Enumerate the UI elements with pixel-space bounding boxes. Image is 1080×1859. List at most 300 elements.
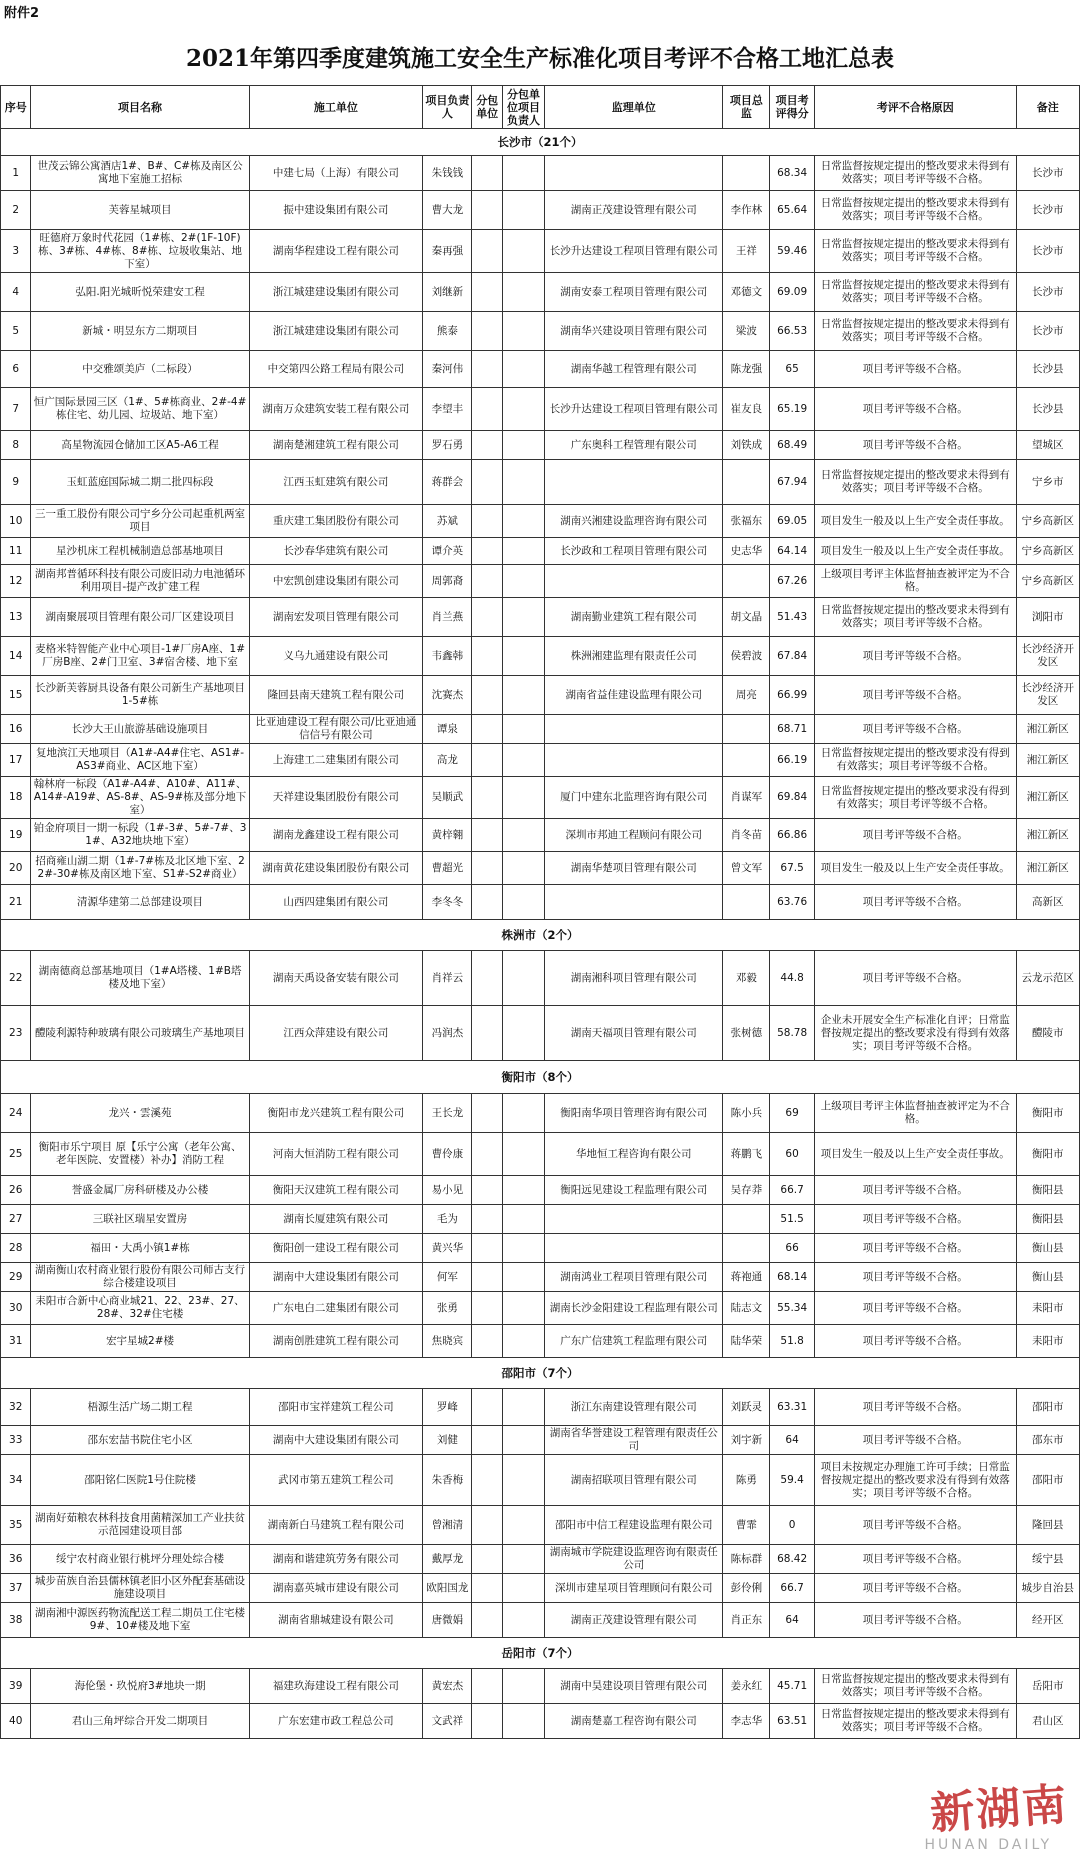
table-cell: 广东宏建市政工程总公司	[249, 1704, 423, 1739]
table-cell	[472, 1669, 502, 1704]
table-cell: 67.84	[770, 637, 815, 676]
table-cell: 彭伶俐	[723, 1574, 770, 1603]
table-cell: 湖南招联项目管理有限公司	[545, 1455, 723, 1506]
table-cell: 32	[1, 1389, 31, 1426]
table-cell: 史志华	[723, 538, 770, 565]
table-cell: 龙兴・雲溪苑	[31, 1094, 249, 1133]
table-cell: 浏阳市	[1016, 598, 1079, 637]
table-cell: 湖南湘中源医药物流配送工程二期员工住宅楼9#、10#楼及地下室	[31, 1603, 249, 1638]
table-cell: 66.86	[770, 819, 815, 852]
table-cell: 67.94	[770, 460, 815, 505]
table-cell: 李志华	[723, 1704, 770, 1739]
table-cell: 湖南中昊建设项目管理有限公司	[545, 1669, 723, 1704]
table-cell: 欧阳国龙	[423, 1574, 472, 1603]
table-cell	[502, 1133, 544, 1176]
table-cell	[472, 598, 502, 637]
table-cell	[472, 565, 502, 598]
table-cell	[502, 388, 544, 431]
table-cell: 耒阳市合新中心商业城21、22、23#、27、28#、32#住宅楼	[31, 1292, 249, 1325]
table-cell: 易小见	[423, 1176, 472, 1205]
table-cell: 衡阳县	[1016, 1176, 1079, 1205]
table-cell	[502, 676, 544, 715]
table-cell: 项目考评等级不合格。	[814, 1234, 1016, 1263]
table-cell: 中交雅颂美庐（二标段）	[31, 351, 249, 388]
table-cell: 项目考评等级不合格。	[814, 1545, 1016, 1574]
watermark-subtitle: HUNAN DAILY	[924, 1837, 1052, 1853]
table-cell: 高星物流园仓储加工区A5-A6工程	[31, 431, 249, 460]
table-cell	[502, 1205, 544, 1234]
table-cell: 广东奥科工程管理有限公司	[545, 431, 723, 460]
table-cell: 张勇	[423, 1292, 472, 1325]
table-cell: 谭介英	[423, 538, 472, 565]
table-cell: 陆志文	[723, 1292, 770, 1325]
table-cell: 长沙春华建筑有限公司	[249, 538, 423, 565]
table-cell	[545, 565, 723, 598]
table-cell: 66.19	[770, 744, 815, 777]
table-cell: 17	[1, 744, 31, 777]
table-cell: 16	[1, 715, 31, 744]
table-cell: 城步苗族自治县儒林镇老旧小区外配套基础设施建设项目	[31, 1574, 249, 1603]
table-cell: 隆回县南天建筑工程有限公司	[249, 676, 423, 715]
table-cell: 比亚迪建设工程有限公司/比亚迪通信信号有限公司	[249, 715, 423, 744]
table-cell: 岳阳市	[1016, 1669, 1079, 1704]
table-cell: 麦格米特智能产业中心项目-1#厂房A座、1#厂房B座、2#门卫室、3#宿舍楼、地下室	[31, 637, 249, 676]
table-cell: 40	[1, 1704, 31, 1739]
table-cell: 项目考评等级不合格。	[814, 388, 1016, 431]
table-cell: 项目考评等级不合格。	[814, 819, 1016, 852]
table-cell: 湖南华兴建设项目管理有限公司	[545, 312, 723, 351]
table-row	[1, 431, 1080, 460]
table-cell: 湖南天福项目管理有限公司	[545, 1006, 723, 1061]
table-cell: 湖南黄花建设集团股份有限公司	[249, 852, 423, 885]
table-cell: 长沙新芙蓉厨具设备有限公司新生产基地项目1-5#栋	[31, 676, 249, 715]
table-cell	[472, 431, 502, 460]
table-cell: 上级项目考评主体监督抽查被评定为不合格。	[814, 565, 1016, 598]
table-cell: 韦鑫韩	[423, 637, 472, 676]
table-cell: 5	[1, 312, 31, 351]
table-cell: 梁波	[723, 312, 770, 351]
column-header: 分包单位	[472, 86, 502, 129]
table-cell: 陈勇	[723, 1455, 770, 1506]
table-cell	[472, 1205, 502, 1234]
table-cell: 湖南中大建设集团有限公司	[249, 1263, 423, 1292]
table-row	[1, 744, 1080, 777]
table-cell: 湖南中大建设集团有限公司	[249, 1426, 423, 1455]
table-cell	[502, 230, 544, 273]
table-cell	[502, 312, 544, 351]
table-cell: 三联社区瑞星安置房	[31, 1205, 249, 1234]
table-row	[1, 1006, 1080, 1061]
table-cell: 隆回县	[1016, 1506, 1079, 1545]
table-cell	[502, 885, 544, 920]
table-cell: 15	[1, 676, 31, 715]
table-cell: 68.71	[770, 715, 815, 744]
table-cell	[472, 191, 502, 230]
table-cell: 55.34	[770, 1292, 815, 1325]
table-cell: 项目发生一般及以上生产安全责任事故。	[814, 852, 1016, 885]
table-cell: 湖南兴湘建设监理咨询有限公司	[545, 505, 723, 538]
table-cell	[472, 676, 502, 715]
city-section-title: 岳阳市（7个）	[1, 1638, 1080, 1669]
table-cell: 项目考评等级不合格。	[814, 885, 1016, 920]
table-cell: 64.14	[770, 538, 815, 565]
table-cell	[723, 885, 770, 920]
table-cell: 醴陵利源特种玻璃有限公司玻璃生产基地项目	[31, 1006, 249, 1061]
table-cell: 广东广信建筑工程监理有限公司	[545, 1325, 723, 1358]
table-cell: 67.5	[770, 852, 815, 885]
table-cell: 刘跃灵	[723, 1389, 770, 1426]
table-cell: 熊泰	[423, 312, 472, 351]
table-cell	[502, 744, 544, 777]
table-cell	[472, 1176, 502, 1205]
table-cell: 长沙经济开发区	[1016, 676, 1079, 715]
table-cell: 崔友良	[723, 388, 770, 431]
table-cell: 清源华建第二总部建设项目	[31, 885, 249, 920]
table-cell: 玉虹蓝庭国际城二期二批四标段	[31, 460, 249, 505]
city-section-title: 株洲市（2个）	[1, 920, 1080, 951]
table-cell: 湖南楚嘉工程咨询有限公司	[545, 1704, 723, 1739]
table-cell: 63.76	[770, 885, 815, 920]
table-row	[1, 388, 1080, 431]
table-cell	[502, 852, 544, 885]
table-cell: 秦再强	[423, 230, 472, 273]
table-cell: 28	[1, 1234, 31, 1263]
table-cell: 45.71	[770, 1669, 815, 1704]
table-cell: 湖南楚湘建筑工程有限公司	[249, 431, 423, 460]
table-cell	[545, 156, 723, 191]
table-cell: 陈龙强	[723, 351, 770, 388]
table-cell: 衡阳市龙兴建筑工程有限公司	[249, 1094, 423, 1133]
table-row	[1, 1263, 1080, 1292]
table-cell: 黄兴华	[423, 1234, 472, 1263]
table-cell: 湖南正茂建设管理有限公司	[545, 191, 723, 230]
table-cell: 69.84	[770, 777, 815, 819]
table-cell: 23	[1, 1006, 31, 1061]
table-cell: 66.99	[770, 676, 815, 715]
table-cell: 湖南新白马建筑工程有限公司	[249, 1506, 423, 1545]
table-cell	[472, 1325, 502, 1358]
table-row	[1, 1455, 1080, 1506]
table-cell: 中宏凯创建设集团有限公司	[249, 565, 423, 598]
table-row	[1, 1292, 1080, 1325]
table-cell: 复地滨江天地项目（A1#-A4#住宅、AS1#-AS3#商业、AC区地下室）	[31, 744, 249, 777]
table-cell: 耒阳市	[1016, 1292, 1079, 1325]
table-cell: 耒阳市	[1016, 1325, 1079, 1358]
table-cell: 24	[1, 1094, 31, 1133]
table-cell: 招商雍山湖二期（1#-7#栋及北区地下室、22#-30#栋及南区地下室、S1#-S2#商业）	[31, 852, 249, 885]
table-cell: 湘江新区	[1016, 819, 1079, 852]
column-header: 项目负责人	[423, 86, 472, 129]
table-cell: 曹大龙	[423, 191, 472, 230]
table-cell: 日常监督按规定提出的整改要求未得到有效落实；项目考评等级不合格。	[814, 1704, 1016, 1739]
table-cell	[502, 505, 544, 538]
table-cell: 唐微娟	[423, 1603, 472, 1638]
table-cell: 湖南省鼎城建设有限公司	[249, 1603, 423, 1638]
table-cell: 长沙市	[1016, 230, 1079, 273]
table-cell: 1	[1, 156, 31, 191]
table-cell	[472, 951, 502, 1006]
table-cell	[472, 1389, 502, 1426]
table-cell: 30	[1, 1292, 31, 1325]
table-cell: 湖南万众建筑安装工程有限公司	[249, 388, 423, 431]
table-cell: 59.4	[770, 1455, 815, 1506]
table-row	[1, 351, 1080, 388]
watermark-logo: 新湖南	[928, 1779, 1070, 1840]
table-cell: 湖南天禹设备安装有限公司	[249, 951, 423, 1006]
column-header: 序号	[1, 86, 31, 129]
table-cell: 李冬冬	[423, 885, 472, 920]
table-cell: 文武祥	[423, 1704, 472, 1739]
table-cell: 邵阳市	[1016, 1455, 1079, 1506]
table-cell: 27	[1, 1205, 31, 1234]
table-cell: 66.7	[770, 1176, 815, 1205]
table-cell: 武冈市第五建筑工程公司	[249, 1455, 423, 1506]
table-cell: 朱钱钱	[423, 156, 472, 191]
table-cell	[472, 1574, 502, 1603]
table-cell: 44.8	[770, 951, 815, 1006]
table-cell	[472, 505, 502, 538]
table-row	[1, 1176, 1080, 1205]
table-cell	[545, 1234, 723, 1263]
table-row	[1, 1205, 1080, 1234]
table-cell: 3	[1, 230, 31, 273]
table-cell: 长沙县	[1016, 388, 1079, 431]
table-row	[1, 191, 1080, 230]
table-cell: 王祥	[723, 230, 770, 273]
table-row	[1, 637, 1080, 676]
table-cell	[472, 885, 502, 920]
table-cell: 衡阳远见建设工程监理有限公司	[545, 1176, 723, 1205]
table-cell	[723, 744, 770, 777]
table-cell: 9	[1, 460, 31, 505]
table-cell	[502, 538, 544, 565]
table-cell	[502, 351, 544, 388]
table-cell: 68.42	[770, 1545, 815, 1574]
table-cell	[502, 431, 544, 460]
table-cell: 肖冬苗	[723, 819, 770, 852]
table-cell	[472, 1704, 502, 1739]
table-cell: 64	[770, 1426, 815, 1455]
table-cell: 项目发生一般及以上生产安全责任事故。	[814, 538, 1016, 565]
table-row	[1, 598, 1080, 637]
table-cell: 城步自治县	[1016, 1574, 1079, 1603]
table-cell: 长沙市	[1016, 191, 1079, 230]
table-cell: 王长龙	[423, 1094, 472, 1133]
table-cell: 中建七局（上海）有限公司	[249, 156, 423, 191]
table-cell	[472, 1094, 502, 1133]
table-cell: 姜永红	[723, 1669, 770, 1704]
table-cell: 65.19	[770, 388, 815, 431]
table-cell: 上级项目考评主体监督抽查被评定为不合格。	[814, 1094, 1016, 1133]
table-cell	[472, 312, 502, 351]
table-cell: 长沙政和工程项目管理有限公司	[545, 538, 723, 565]
table-cell: 日常监督按规定提出的整改要求未得到有效落实；项目考评等级不合格。	[814, 1669, 1016, 1704]
table-cell	[472, 273, 502, 312]
table-cell: 高龙	[423, 744, 472, 777]
table-cell	[472, 1603, 502, 1638]
table-cell: 项目考评等级不合格。	[814, 1574, 1016, 1603]
table-cell	[502, 1603, 544, 1638]
table-cell: 张树德	[723, 1006, 770, 1061]
table-cell: 59.46	[770, 230, 815, 273]
table-cell: 湖南宏发项目管理有限公司	[249, 598, 423, 637]
table-cell: 项目考评等级不合格。	[814, 1205, 1016, 1234]
city-section-title: 邵阳市（7个）	[1, 1358, 1080, 1389]
table-cell: 66.53	[770, 312, 815, 351]
table-cell: 华地恒工程咨询有限公司	[545, 1133, 723, 1176]
column-header: 分包单位项目负责人	[502, 86, 544, 129]
table-row	[1, 1094, 1080, 1133]
table-cell: 湖南正茂建设管理有限公司	[545, 1603, 723, 1638]
table-cell: 衡阳市乐宁项目 原【乐宁公寓（老年公寓、老年医院、安置楼）补办】消防工程	[31, 1133, 249, 1176]
table-cell: 长沙市	[1016, 273, 1079, 312]
table-cell	[472, 230, 502, 273]
table-cell: 刘继新	[423, 273, 472, 312]
table-cell: 日常监督按规定提出的整改要求未得到有效落实；项目考评等级不合格。	[814, 191, 1016, 230]
table-cell: 肖祥云	[423, 951, 472, 1006]
table-cell	[723, 460, 770, 505]
table-cell	[502, 1426, 544, 1455]
table-cell: 37	[1, 1574, 31, 1603]
table-row	[1, 312, 1080, 351]
table-cell: 日常监督按规定提出的整改要求未得到有效落实；项目考评等级不合格。	[814, 598, 1016, 637]
table-cell	[472, 1545, 502, 1574]
table-cell	[472, 538, 502, 565]
table-cell: 曾文军	[723, 852, 770, 885]
table-cell: 长沙大王山旅游基础设施项目	[31, 715, 249, 744]
table-row	[1, 505, 1080, 538]
table-cell	[472, 351, 502, 388]
table-cell: 湖南华程建设工程有限公司	[249, 230, 423, 273]
table-cell: 陈小兵	[723, 1094, 770, 1133]
table-cell: 11	[1, 538, 31, 565]
table-cell: 长沙升达建设工程项目管理有限公司	[545, 230, 723, 273]
table-row	[1, 951, 1080, 1006]
table-cell: 长沙市	[1016, 312, 1079, 351]
table-cell: 周郭裔	[423, 565, 472, 598]
table-cell	[472, 1506, 502, 1545]
table-cell: 曾湘清	[423, 1506, 472, 1545]
table-cell	[472, 156, 502, 191]
table-cell: 君山三角坪综合开发二期项目	[31, 1704, 249, 1739]
table-cell: 项目未按规定办理施工许可手续；日常监督按规定提出的整改要求没有得到有效落实；项目考评等级不合格。	[814, 1455, 1016, 1506]
table-cell: 邓毅	[723, 951, 770, 1006]
table-cell: 项目考评等级不合格。	[814, 1292, 1016, 1325]
table-cell: 湘江新区	[1016, 777, 1079, 819]
table-cell: 望城区	[1016, 431, 1079, 460]
table-cell	[502, 1545, 544, 1574]
table-cell: 黄梓翱	[423, 819, 472, 852]
summary-table	[0, 85, 1080, 1739]
table-cell	[545, 1205, 723, 1234]
table-row	[1, 460, 1080, 505]
table-cell	[472, 1455, 502, 1506]
table-cell: 江西众萍建设有限公司	[249, 1006, 423, 1061]
table-cell	[723, 565, 770, 598]
table-cell: 焦晓宾	[423, 1325, 472, 1358]
table-cell: 高新区	[1016, 885, 1079, 920]
table-cell: 邵阳铭仁医院1号住院楼	[31, 1455, 249, 1506]
table-cell: 蒋群会	[423, 460, 472, 505]
table-cell: 项目考评等级不合格。	[814, 351, 1016, 388]
table-cell: 中交第四公路工程局有限公司	[249, 351, 423, 388]
table-cell: 衡阳县	[1016, 1205, 1079, 1234]
table-cell	[472, 1133, 502, 1176]
table-row	[1, 1574, 1080, 1603]
table-cell: 湖南和谐建筑劳务有限公司	[249, 1545, 423, 1574]
table-row	[1, 1234, 1080, 1263]
table-cell	[472, 715, 502, 744]
table-row	[1, 1426, 1080, 1455]
table-cell: 云龙示范区	[1016, 951, 1079, 1006]
table-cell	[472, 744, 502, 777]
table-cell: 恒广国际景园三区（1#、5#栋商业、2#-4#栋住宅、幼儿园、垃圾站、地下室）	[31, 388, 249, 431]
table-cell	[472, 1263, 502, 1292]
table-cell: 湖南长沙金阳建设工程监理有限公司	[545, 1292, 723, 1325]
table-cell: 51.8	[770, 1325, 815, 1358]
table-cell	[545, 460, 723, 505]
table-cell: 经开区	[1016, 1603, 1079, 1638]
table-cell: 苏斌	[423, 505, 472, 538]
table-row	[1, 1704, 1080, 1739]
table-cell	[502, 1006, 544, 1061]
table-cell: 厦门中建东北监理咨询有限公司	[545, 777, 723, 819]
table-cell: 上海建工二建集团有限公司	[249, 744, 423, 777]
table-cell: 新城・明昱东方二期项目	[31, 312, 249, 351]
table-cell: 旺德府万象时代花园（1#栋、2#(1F-10F)栋、3#栋、4#栋、8#栋、垃圾收集站、地下室）	[31, 230, 249, 273]
table-cell: 长沙经济开发区	[1016, 637, 1079, 676]
table-cell: 罗石勇	[423, 431, 472, 460]
table-row	[1, 156, 1080, 191]
table-cell: 日常监督按规定提出的整改要求未得到有效落实；项目考评等级不合格。	[814, 230, 1016, 273]
table-cell: 宁乡市	[1016, 460, 1079, 505]
city-section-row	[1, 1061, 1080, 1094]
table-cell: 浙江城建建设集团有限公司	[249, 312, 423, 351]
table-cell: 肖兰燕	[423, 598, 472, 637]
table-cell: 18	[1, 777, 31, 819]
table-cell: 20	[1, 852, 31, 885]
table-cell: 邵阳市宝祥建筑工程公司	[249, 1389, 423, 1426]
table-cell: 项目考评等级不合格。	[814, 1506, 1016, 1545]
table-cell: 星沙机床工程机械制造总部基地项目	[31, 538, 249, 565]
table-cell	[472, 637, 502, 676]
table-row	[1, 715, 1080, 744]
table-cell: 蒋鹏飞	[723, 1133, 770, 1176]
table-cell: 22	[1, 951, 31, 1006]
city-section-row	[1, 1358, 1080, 1389]
table-cell	[502, 1574, 544, 1603]
table-cell: 宁乡高新区	[1016, 505, 1079, 538]
table-row	[1, 1506, 1080, 1545]
table-cell: 68.49	[770, 431, 815, 460]
table-cell: 誉盛金属厂房科研楼及办公楼	[31, 1176, 249, 1205]
table-cell: 深圳市建星项目管理顾问有限公司	[545, 1574, 723, 1603]
table-cell: 项目考评等级不合格。	[814, 1603, 1016, 1638]
table-cell: 65.64	[770, 191, 815, 230]
table-cell	[545, 744, 723, 777]
table-cell: 68.14	[770, 1263, 815, 1292]
table-cell: 64	[770, 1603, 815, 1638]
table-cell	[502, 1094, 544, 1133]
table-cell: 衡阳创一建设工程有限公司	[249, 1234, 423, 1263]
table-cell: 河南大恒消防工程有限公司	[249, 1133, 423, 1176]
table-cell	[502, 1455, 544, 1506]
table-cell: 7	[1, 388, 31, 431]
table-cell	[502, 1506, 544, 1545]
table-cell: 湖南衡山农村商业银行股份有限公司师古支行综合楼建设项目	[31, 1263, 249, 1292]
table-cell	[502, 156, 544, 191]
table-cell	[502, 191, 544, 230]
